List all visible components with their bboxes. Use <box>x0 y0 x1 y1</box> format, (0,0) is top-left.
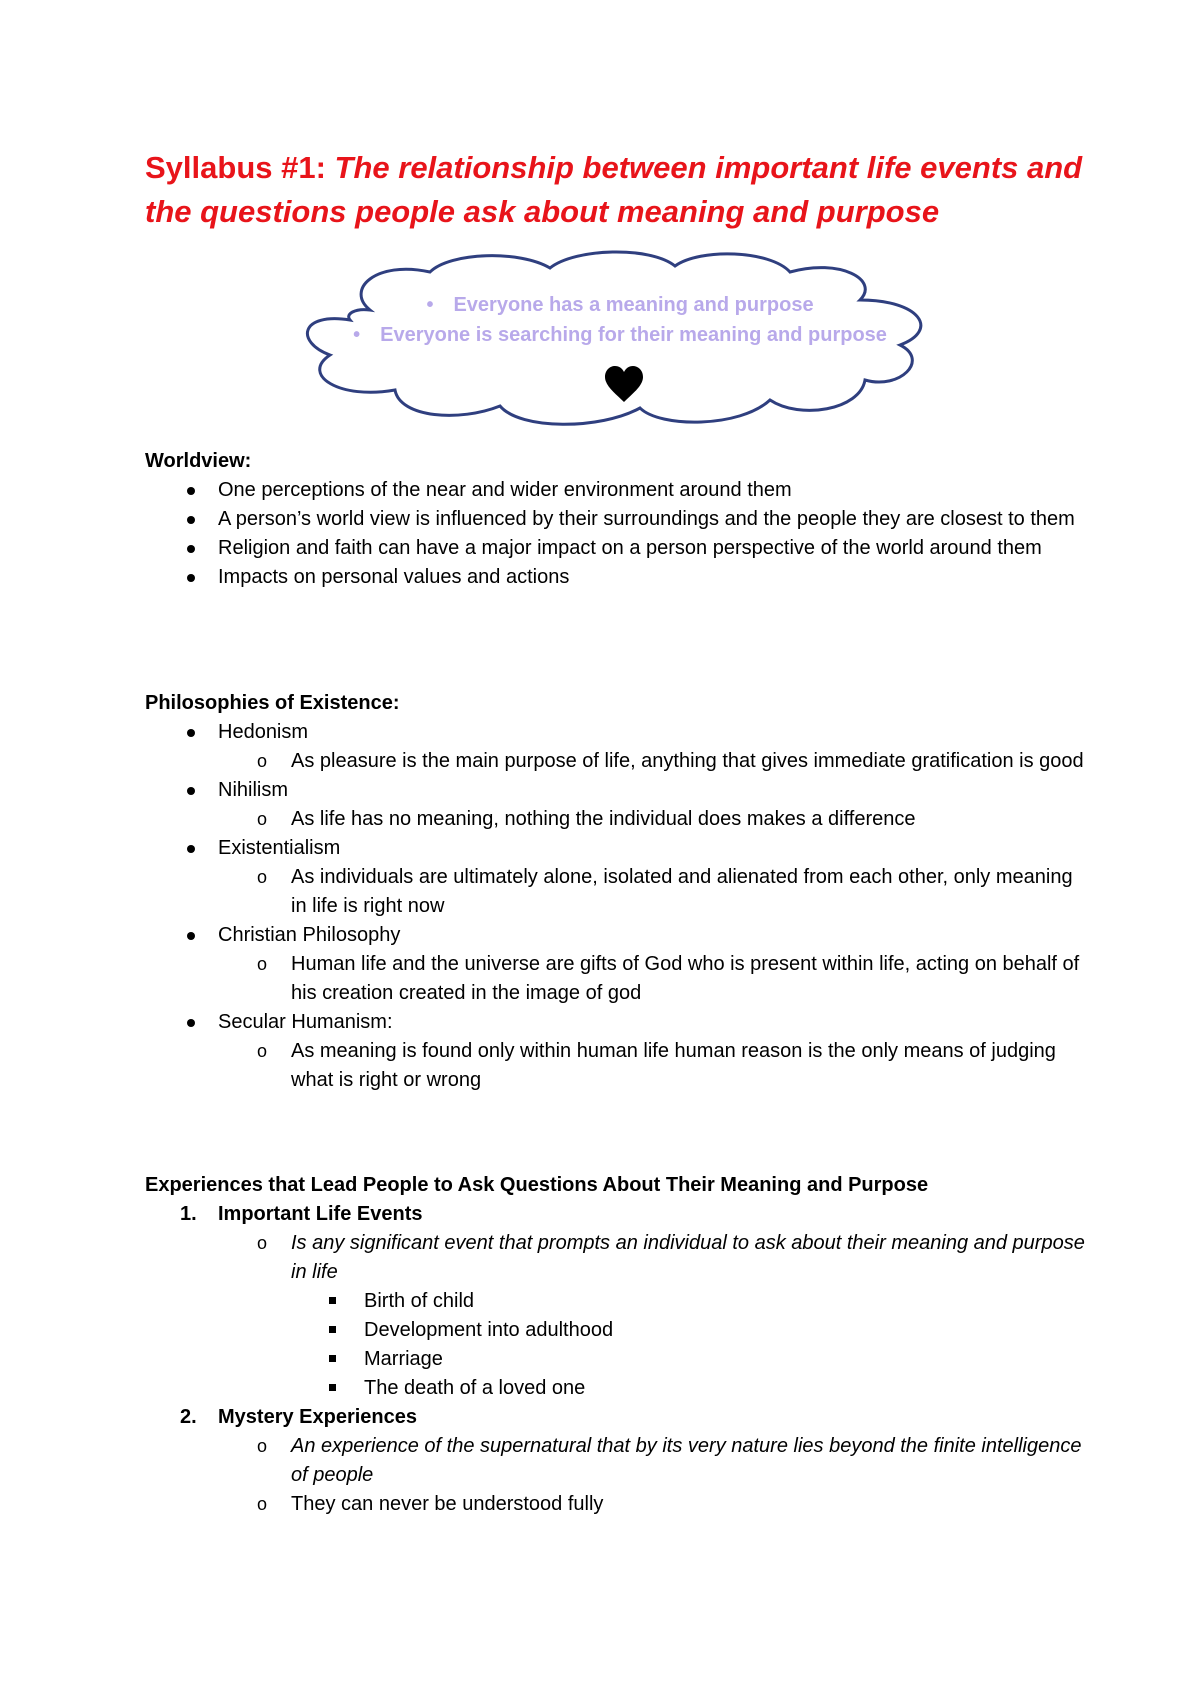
philosophy-detail: As pleasure is the main purpose of life, anything that gives immediate gratification is good <box>291 750 1084 772</box>
worldview-section <box>145 446 1085 592</box>
list-item: Religion and faith can have a major impact on a person perspective of the world around them <box>145 534 1085 563</box>
title-rest: The relationship between important life events and the questions people ask about meaning and purpose <box>145 150 1083 229</box>
list-item: A person’s world view is influenced by their surroundings and the people they are closest to them <box>145 505 1085 534</box>
philosophy-detail: As individuals are ultimately alone, isolated and alienated from each other, only meaning in life is right now <box>291 866 1073 917</box>
list-item <box>218 1229 1085 1403</box>
worldview-list <box>145 476 1085 592</box>
list-item: Development into adulthood <box>291 1316 1085 1345</box>
experience-note: They can never be understood fully <box>291 1493 604 1515</box>
philosophy-name: Hedonism <box>218 721 309 743</box>
list-item: One perceptions of the near and wider environment around them <box>145 476 1085 505</box>
philosophy-name: Secular Humanism: <box>218 1011 393 1033</box>
experiences-list <box>145 1200 1085 1519</box>
list-item: Marriage <box>291 1345 1085 1374</box>
experience-label: Important Life Events <box>218 1203 423 1225</box>
cloud-bullet-list <box>300 290 940 350</box>
list-item <box>218 950 1085 1008</box>
list-item <box>218 1037 1085 1095</box>
philosophy-name: Existentialism <box>218 837 341 859</box>
experience-definition: An experience of the supernatural that by its very nature lies beyond the finite intelligence of people <box>291 1435 1082 1486</box>
philosophies-section <box>145 688 1085 1095</box>
experience-label: Mystery Experiences <box>218 1406 418 1428</box>
philosophy-detail: As life has no meaning, nothing the individual does makes a difference <box>291 808 916 830</box>
experiences-section <box>145 1170 1085 1519</box>
item-number: 2. <box>180 1406 197 1428</box>
page-title <box>145 146 1105 234</box>
list-item <box>218 805 1085 834</box>
list-item <box>218 1490 1085 1519</box>
experience-definition: Is any significant event that prompts an individual to ask about their meaning and purpose in life <box>291 1232 1085 1283</box>
philosophy-name: Nihilism <box>218 779 288 801</box>
list-item <box>145 1008 1085 1095</box>
list-item: The death of a loved one <box>291 1374 1085 1403</box>
list-item <box>218 747 1085 776</box>
philosophy-detail: As meaning is found only within human life human reason is the only means of judging what is right or wrong <box>291 1040 1056 1091</box>
philosophy-detail: Human life and the universe are gifts of God who is present within life, acting on behalf of his creation created in the image of god <box>291 953 1080 1004</box>
list-item <box>145 834 1085 921</box>
examples-list <box>291 1287 1085 1403</box>
list-item <box>218 1432 1085 1490</box>
philosophy-name: Christian Philosophy <box>218 924 401 946</box>
list-item <box>145 921 1085 1008</box>
list-item: Birth of child <box>291 1287 1085 1316</box>
cloud-item: • Everyone is searching for their meaning and purpose <box>300 320 940 350</box>
item-number: 1. <box>180 1203 197 1225</box>
heart-icon <box>604 366 644 404</box>
experiences-heading: Experiences that Lead People to Ask Questions About Their Meaning and Purpose <box>145 1174 929 1196</box>
list-item <box>145 1200 1085 1403</box>
list-item <box>145 1403 1085 1519</box>
list-item <box>218 863 1085 921</box>
list-item <box>145 776 1085 834</box>
cloud-item: • Everyone has a meaning and purpose <box>300 290 940 320</box>
list-item <box>145 718 1085 776</box>
philosophies-list <box>145 718 1085 1095</box>
title-lead: Syllabus #1: <box>145 150 335 185</box>
worldview-heading: Worldview: <box>145 450 252 472</box>
philosophies-heading: Philosophies of Existence: <box>145 692 400 714</box>
list-item: Impacts on personal values and actions <box>145 563 1085 592</box>
